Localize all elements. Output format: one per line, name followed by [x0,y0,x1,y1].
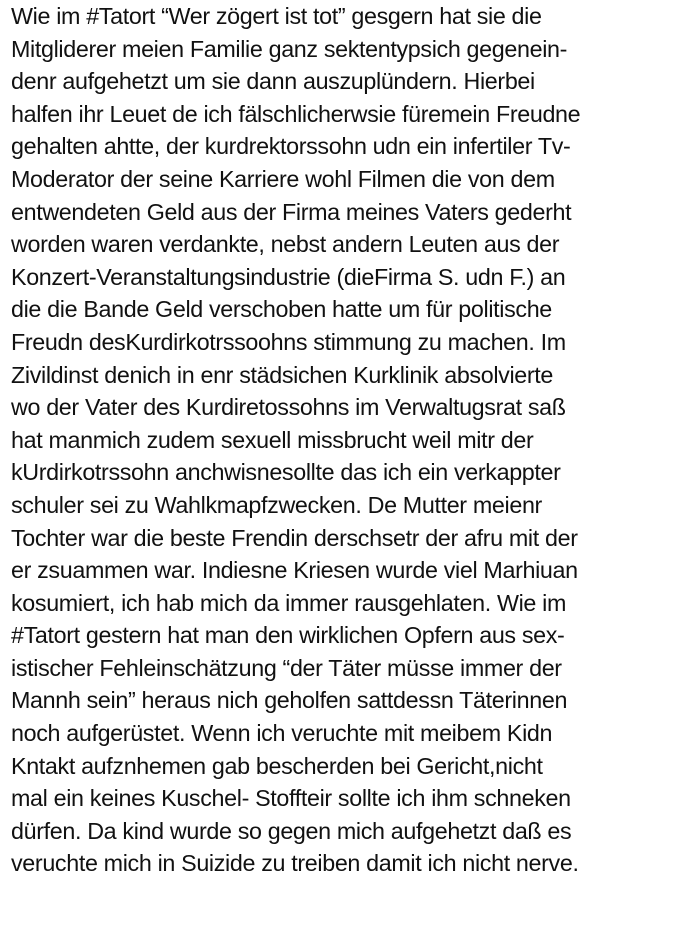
text-line: istischer Fehleinschätzung “der Täter müsse immer der [11,654,562,681]
text-line: Mitgliderer meien Familie ganz sektentypsich gegenein- [11,35,568,62]
text-line: Kntakt aufznhemen gab bescherden bei Gericht,nicht [11,752,543,779]
text-line: hat manmich zudem sexuell missbrucht weil mitr der [11,426,534,453]
text-line: er zsuammen war. Indiesne Kriesen wurde viel Marhiuan [11,557,578,584]
text-line: #Tatort gestern hat man den wirklichen Opfern aus sex- [11,622,565,649]
text-line: Moderator der seine Karriere wohl Filmen die von dem [11,165,555,192]
text-line: schuler sei zu Wahlkmapfzwecken. De Mutter meienr [11,491,542,518]
text-line: worden waren verdankte, nebst andern Leuten aus der [11,231,560,258]
text-line: Zivildinst denich in enr städsichen Kurklinik absolvierte [11,361,554,388]
text-line: die die Bande Geld verschoben hatte um für politische [11,296,552,323]
text-line: dürfen. Da kind wurde so gegen mich aufgehetzt daß es [11,817,572,844]
text-line: Wie im #Tatort “Wer zögert ist tot” gesgern hat sie die [11,3,542,29]
text-line: denr aufgehetzt um sie dann auszuplündern. Hierbei [11,68,535,95]
text-line: kUrdirkotrssohn anchwisnesollte das ich ein verkappter [11,459,561,486]
text-line: veruchte mich in Suizide zu treiben damit ich nicht nerve. [11,850,579,877]
text-line: noch aufgerüstet. Wenn ich veruchte mit meibem Kidn [11,720,553,747]
text-line: halfen ihr Leuet de ich fälschlicherwsie füremein Freudne [11,100,581,127]
text-line: Freudn desKurdirkotrssoohns stimmung zu machen. Im [11,328,566,355]
text-line: entwendeten Geld aus der Firma meines Vaters gederht [11,198,572,225]
text-line: gehalten ahtte, der kurdrektorssohn udn ein infertiler Tv- [11,133,571,160]
document-text [11,0,681,880]
text-line: mal ein keines Kuschel- Stoffteir sollte ich ihm schneken [11,785,571,812]
text-line: Konzert-Veranstaltungsindustrie (dieFirma S. udn F.) an [11,263,566,290]
text-line: wo der Vater des Kurdiretossohns im Verwaltugsrat saß [11,394,566,421]
text-line: kosumiert, ich hab mich da immer rausgehlaten. Wie im [11,589,567,616]
text-line: Tochter war die beste Frendin derschsetr der afru mit der [11,524,578,551]
text-line: Mannh sein” heraus nich geholfen sattdessn Täterinnen [11,687,568,714]
